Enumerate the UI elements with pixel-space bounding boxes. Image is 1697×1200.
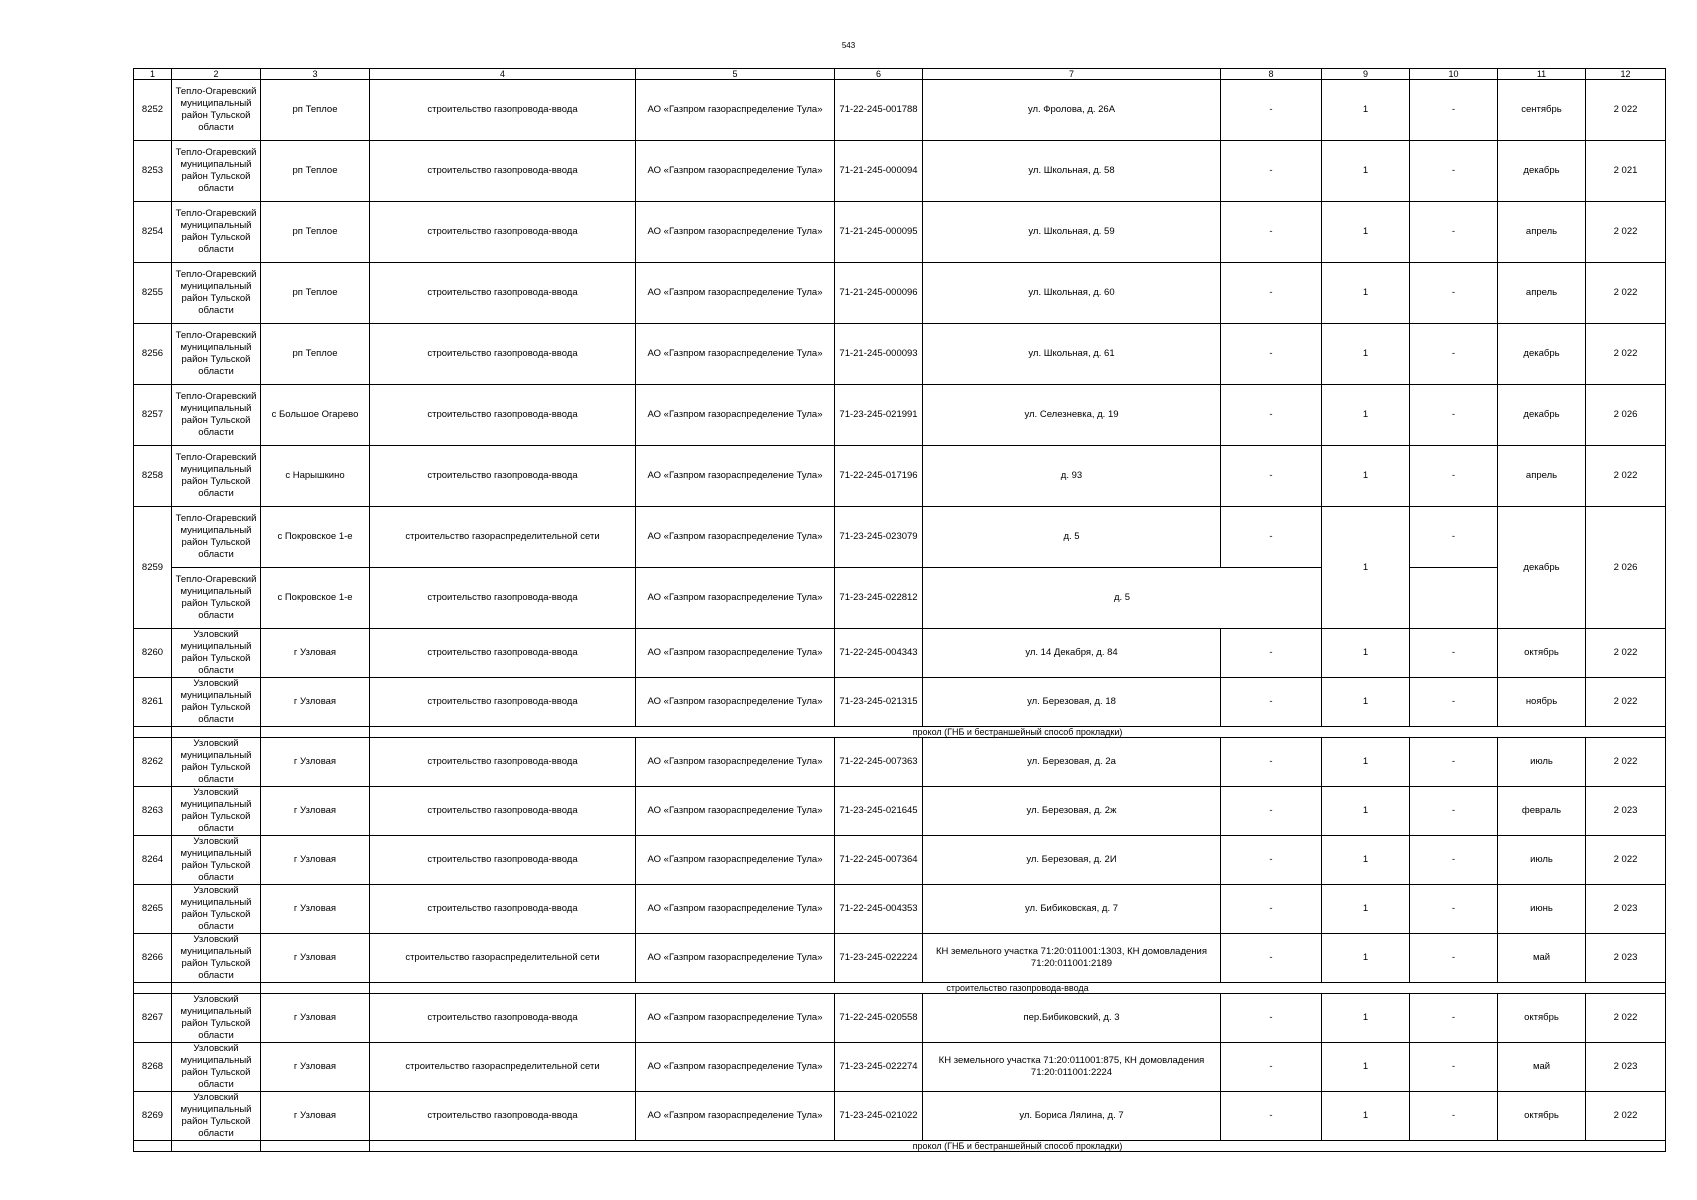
cell-address: ул. Бибиковская, д. 7: [923, 885, 1221, 934]
table-row: [134, 994, 1666, 1043]
cell-settlement: рп Теплое: [261, 324, 370, 385]
cell-c8: -: [1221, 738, 1322, 787]
cell-work: строительство газопровода-ввода: [370, 568, 636, 629]
cell-settlement: г Узловая: [261, 678, 370, 727]
cell-c8: -: [1221, 446, 1322, 507]
cell-code: 71-21-245-000093: [835, 324, 923, 385]
cell-address: ул. Березовая, д. 2И: [923, 836, 1221, 885]
empty-cell: [134, 727, 172, 738]
cell-c8: -: [1221, 263, 1322, 324]
table-row: [134, 678, 1666, 727]
cell-n: 8255: [134, 263, 172, 324]
cell-c9: 1: [1322, 678, 1410, 727]
table-row: [134, 141, 1666, 202]
table-row: [134, 385, 1666, 446]
cell-settlement: рп Теплое: [261, 263, 370, 324]
cell-n: 8252: [134, 80, 172, 141]
cell-code: 71-21-245-000094: [835, 141, 923, 202]
cell-org: АО «Газпром газораспределение Тула»: [636, 787, 835, 836]
cell-c9: 1: [1322, 202, 1410, 263]
table-row: [134, 738, 1666, 787]
empty-cell: [261, 1141, 370, 1152]
table-row: [134, 629, 1666, 678]
cell-n: 8261: [134, 678, 172, 727]
cell-code: 71-21-245-000095: [835, 202, 923, 263]
cell-year: 2 023: [1586, 1043, 1666, 1092]
cell-month: июнь: [1498, 885, 1586, 934]
cell-code: 71-22-245-017196: [835, 446, 923, 507]
cell-org: АО «Газпром газораспределение Тула»: [636, 1043, 835, 1092]
table-row: [134, 934, 1666, 983]
cell-n: 8266: [134, 934, 172, 983]
cell-settlement: рп Теплое: [261, 141, 370, 202]
cell-c8: -: [1221, 202, 1322, 263]
header-row: [134, 69, 1666, 80]
cell-month: октябрь: [1498, 1092, 1586, 1141]
cell-year: 2 022: [1586, 80, 1666, 141]
column-header: 3: [261, 69, 370, 80]
column-header: 4: [370, 69, 636, 80]
cell-code: 71-22-245-020558: [835, 994, 923, 1043]
table-row: [134, 1043, 1666, 1092]
cell-c9: 1: [1322, 934, 1410, 983]
cell-year: 2 026: [1586, 385, 1666, 446]
cell-c10: -: [1410, 324, 1498, 385]
cell-c10: -: [1410, 202, 1498, 263]
cell-year: 2 022: [1586, 994, 1666, 1043]
table-row: [134, 263, 1666, 324]
cell-org: АО «Газпром газораспределение Тула»: [636, 80, 835, 141]
cell-c9: 1: [1322, 885, 1410, 934]
cell-c9: 1: [1322, 1092, 1410, 1141]
column-header: 2: [172, 69, 261, 80]
cell-address: КН земельного участка 71:20:011001:1303, КН домовладения 71:20:011001:2189: [923, 934, 1221, 983]
cell-c8: -: [1221, 678, 1322, 727]
cell-settlement: г Узловая: [261, 1092, 370, 1141]
cell-year: 2 022: [1586, 738, 1666, 787]
cell-work: строительство газопровода-ввода: [370, 885, 636, 934]
cell-district: Узловский муниципальный район Тульской области: [172, 787, 261, 836]
cell-address: ул. Бориса Лялина, д. 7: [923, 1092, 1221, 1141]
cell-n: 8259: [134, 507, 172, 629]
column-header: 11: [1498, 69, 1586, 80]
cell-year: 2 021: [1586, 141, 1666, 202]
table-row: [134, 446, 1666, 507]
cell-c9: 1: [1322, 141, 1410, 202]
cell-settlement: г Узловая: [261, 994, 370, 1043]
cell-settlement: рп Теплое: [261, 202, 370, 263]
cell-org: АО «Газпром газораспределение Тула»: [636, 1092, 835, 1141]
table-row: [134, 568, 1666, 629]
cell-year: 2 022: [1586, 263, 1666, 324]
cell-code: 71-23-245-021315: [835, 678, 923, 727]
cell-c10: -: [1410, 994, 1498, 1043]
cell-address: ул. Фролова, д. 26А: [923, 80, 1221, 141]
cell-c10: -: [1410, 738, 1498, 787]
cell-year: 2 023: [1586, 787, 1666, 836]
cell-org: АО «Газпром газораспределение Тула»: [636, 263, 835, 324]
note-text: строительство газопровода-ввода: [370, 983, 1666, 994]
cell-code: 71-22-245-001788: [835, 80, 923, 141]
column-header: 6: [835, 69, 923, 80]
cell-month: апрель: [1498, 202, 1586, 263]
cell-work: строительство газопровода-ввода: [370, 994, 636, 1043]
cell-settlement: г Узловая: [261, 738, 370, 787]
cell-work: строительство газопровода-ввода: [370, 324, 636, 385]
cell-work: строительство газопровода-ввода: [370, 141, 636, 202]
cell-c8: -: [1221, 787, 1322, 836]
cell-address: КН земельного участка 71:20:011001:875, КН домовладения 71:20:011001:2224: [923, 1043, 1221, 1092]
cell-c9: 1: [1322, 507, 1410, 629]
cell-c8: -: [1221, 994, 1322, 1043]
cell-c8: -: [1221, 1043, 1322, 1092]
cell-district: Узловский муниципальный район Тульской области: [172, 1092, 261, 1141]
cell-month: декабрь: [1498, 141, 1586, 202]
cell-org: АО «Газпром газораспределение Тула»: [636, 836, 835, 885]
cell-district: Тепло-Огаревский муниципальный район Тульской области: [172, 507, 261, 568]
cell-org: АО «Газпром газораспределение Тула»: [636, 141, 835, 202]
cell-district: Тепло-Огаревский муниципальный район Тульской области: [172, 324, 261, 385]
table-row: [134, 324, 1666, 385]
cell-year: 2 022: [1586, 446, 1666, 507]
cell-work: строительство газопровода-ввода: [370, 678, 636, 727]
empty-cell: [261, 983, 370, 994]
cell-work: строительство газопровода-ввода: [370, 202, 636, 263]
cell-address: ул. Школьная, д. 61: [923, 324, 1221, 385]
note-row: [134, 727, 1666, 738]
cell-c9: 1: [1322, 324, 1410, 385]
cell-n: 8269: [134, 1092, 172, 1141]
cell-address: д. 5: [923, 507, 1221, 568]
cell-c10: -: [1410, 885, 1498, 934]
cell-district: Узловский муниципальный район Тульской области: [172, 994, 261, 1043]
cell-c8: -: [1221, 385, 1322, 446]
cell-settlement: г Узловая: [261, 1043, 370, 1092]
cell-org: АО «Газпром газораспределение Тула»: [636, 629, 835, 678]
cell-settlement: рп Теплое: [261, 80, 370, 141]
cell-c10: -: [1410, 1092, 1498, 1141]
table-row: [134, 202, 1666, 263]
cell-n: 8267: [134, 994, 172, 1043]
cell-n: 8260: [134, 629, 172, 678]
cell-address: ул. Школьная, д. 59: [923, 202, 1221, 263]
cell-work: строительство газораспределительной сети: [370, 507, 636, 568]
cell-district: Узловский муниципальный район Тульской области: [172, 678, 261, 727]
cell-code: 71-23-245-022812: [835, 568, 923, 629]
column-header: 9: [1322, 69, 1410, 80]
empty-cell: [261, 727, 370, 738]
cell-district: Тепло-Огаревский муниципальный район Тульской области: [172, 263, 261, 324]
cell-c8: -: [1221, 141, 1322, 202]
table-row: [134, 507, 1666, 568]
cell-org: АО «Газпром газораспределение Тула»: [636, 994, 835, 1043]
cell-settlement: с Нарышкино: [261, 446, 370, 507]
cell-address: ул. Березовая, д. 18: [923, 678, 1221, 727]
cell-c10: -: [1410, 446, 1498, 507]
cell-work: строительство газораспределительной сети: [370, 934, 636, 983]
cell-district: Узловский муниципальный район Тульской области: [172, 934, 261, 983]
cell-c9: 1: [1322, 994, 1410, 1043]
cell-settlement: с Покровское 1-е: [261, 507, 370, 568]
cell-n: 8257: [134, 385, 172, 446]
cell-year: 2 023: [1586, 934, 1666, 983]
table-row: [134, 80, 1666, 141]
cell-code: 71-21-245-000096: [835, 263, 923, 324]
cell-c10: -: [1410, 507, 1498, 568]
cell-address: ул. Школьная, д. 58: [923, 141, 1221, 202]
cell-c10: -: [1410, 629, 1498, 678]
cell-code: 71-22-245-004353: [835, 885, 923, 934]
cell-code: 71-23-245-021645: [835, 787, 923, 836]
cell-c8: -: [1221, 324, 1322, 385]
gasification-register-table: [133, 68, 1666, 1152]
cell-org: АО «Газпром газораспределение Тула»: [636, 678, 835, 727]
cell-org: АО «Газпром газораспределение Тула»: [636, 446, 835, 507]
cell-work: строительство газопровода-ввода: [370, 1092, 636, 1141]
cell-c10: -: [1410, 934, 1498, 983]
cell-district: Тепло-Огаревский муниципальный район Тульской области: [172, 385, 261, 446]
cell-code: 71-23-245-023079: [835, 507, 923, 568]
cell-c9: 1: [1322, 836, 1410, 885]
page-number: 543: [841, 41, 856, 50]
cell-district: Узловский муниципальный район Тульской области: [172, 836, 261, 885]
cell-work: строительство газопровода-ввода: [370, 738, 636, 787]
column-header: 10: [1410, 69, 1498, 80]
cell-code: 71-22-245-004343: [835, 629, 923, 678]
cell-address: пер.Бибиковский, д. 3: [923, 994, 1221, 1043]
cell-month: май: [1498, 1043, 1586, 1092]
cell-year: 2 022: [1586, 629, 1666, 678]
cell-code: 71-22-245-007364: [835, 836, 923, 885]
cell-c8: -: [1221, 836, 1322, 885]
cell-work: строительство газопровода-ввода: [370, 836, 636, 885]
column-header: 8: [1221, 69, 1322, 80]
cell-district: Тепло-Огаревский муниципальный район Тульской области: [172, 80, 261, 141]
cell-org: АО «Газпром газораспределение Тула»: [636, 934, 835, 983]
cell-settlement: с Большое Огарево: [261, 385, 370, 446]
cell-district: Тепло-Огаревский муниципальный район Тульской области: [172, 568, 261, 629]
cell-work: строительство газопровода-ввода: [370, 263, 636, 324]
cell-month: июль: [1498, 738, 1586, 787]
cell-code: 71-23-245-021991: [835, 385, 923, 446]
cell-address: ул. Селезневка, д. 19: [923, 385, 1221, 446]
cell-month: декабрь: [1498, 507, 1586, 629]
cell-org: АО «Газпром газораспределение Тула»: [636, 885, 835, 934]
cell-c10: -: [1410, 1043, 1498, 1092]
cell-district: Узловский муниципальный район Тульской области: [172, 1043, 261, 1092]
cell-year: 2 022: [1586, 202, 1666, 263]
cell-settlement: г Узловая: [261, 787, 370, 836]
empty-cell: [172, 983, 261, 994]
cell-district: Тепло-Огаревский муниципальный район Тульской области: [172, 446, 261, 507]
cell-code: 71-22-245-007363: [835, 738, 923, 787]
cell-settlement: г Узловая: [261, 885, 370, 934]
cell-district: Тепло-Огаревский муниципальный район Тульской области: [172, 141, 261, 202]
cell-n: 8265: [134, 885, 172, 934]
cell-year: 2 026: [1586, 507, 1666, 629]
empty-cell: [134, 1141, 172, 1152]
cell-c10: -: [1410, 263, 1498, 324]
cell-year: 2 022: [1586, 1092, 1666, 1141]
cell-n: 8263: [134, 787, 172, 836]
cell-month: май: [1498, 934, 1586, 983]
cell-n: 8256: [134, 324, 172, 385]
cell-year: 2 022: [1586, 836, 1666, 885]
cell-c10: -: [1410, 678, 1498, 727]
cell-month: декабрь: [1498, 385, 1586, 446]
cell-c9: 1: [1322, 787, 1410, 836]
cell-c8: -: [1221, 934, 1322, 983]
table-row: [134, 836, 1666, 885]
cell-month: февраль: [1498, 787, 1586, 836]
cell-n: 8268: [134, 1043, 172, 1092]
cell-month: октябрь: [1498, 629, 1586, 678]
empty-cell: [172, 1141, 261, 1152]
cell-c8: -: [1221, 80, 1322, 141]
cell-c9: 1: [1322, 629, 1410, 678]
cell-c9: 1: [1322, 80, 1410, 141]
cell-address: ул. 14 Декабря, д. 84: [923, 629, 1221, 678]
cell-address: д. 5: [923, 568, 1322, 629]
cell-c10: -: [1410, 80, 1498, 141]
cell-address: д. 93: [923, 446, 1221, 507]
cell-n: 8262: [134, 738, 172, 787]
cell-settlement: с Покровское 1-е: [261, 568, 370, 629]
cell-c9: 1: [1322, 738, 1410, 787]
empty-cell: [1410, 568, 1498, 629]
cell-org: АО «Газпром газораспределение Тула»: [636, 507, 835, 568]
cell-year: 2 022: [1586, 678, 1666, 727]
note-row: [134, 983, 1666, 994]
cell-work: строительство газопровода-ввода: [370, 385, 636, 446]
cell-c8: -: [1221, 885, 1322, 934]
cell-month: ноябрь: [1498, 678, 1586, 727]
cell-settlement: г Узловая: [261, 836, 370, 885]
cell-c10: -: [1410, 787, 1498, 836]
cell-work: строительство газопровода-ввода: [370, 446, 636, 507]
cell-work: строительство газопровода-ввода: [370, 787, 636, 836]
cell-c10: -: [1410, 141, 1498, 202]
column-header: 12: [1586, 69, 1666, 80]
empty-cell: [172, 727, 261, 738]
cell-c9: 1: [1322, 446, 1410, 507]
column-header: 1: [134, 69, 172, 80]
cell-work: строительство газораспределительной сети: [370, 1043, 636, 1092]
cell-c9: 1: [1322, 385, 1410, 446]
table-row: [134, 1092, 1666, 1141]
cell-settlement: г Узловая: [261, 629, 370, 678]
table-row: [134, 787, 1666, 836]
cell-work: строительство газопровода-ввода: [370, 629, 636, 678]
cell-settlement: г Узловая: [261, 934, 370, 983]
cell-district: Узловский муниципальный район Тульской области: [172, 738, 261, 787]
cell-c8: -: [1221, 1092, 1322, 1141]
cell-district: Тепло-Огаревский муниципальный район Тульской области: [172, 202, 261, 263]
cell-address: ул. Березовая, д. 2ж: [923, 787, 1221, 836]
cell-address: ул. Школьная, д. 60: [923, 263, 1221, 324]
cell-org: АО «Газпром газораспределение Тула»: [636, 202, 835, 263]
cell-month: декабрь: [1498, 324, 1586, 385]
note-text: прокол (ГНБ и бестраншейный способ прокладки): [370, 727, 1666, 738]
cell-c8: -: [1221, 629, 1322, 678]
cell-n: 8258: [134, 446, 172, 507]
cell-year: 2 022: [1586, 324, 1666, 385]
note-row: [134, 1141, 1666, 1152]
cell-c9: 1: [1322, 263, 1410, 324]
note-text: прокол (ГНБ и бестраншейный способ прокладки): [370, 1141, 1666, 1152]
table-row: [134, 885, 1666, 934]
cell-org: АО «Газпром газораспределение Тула»: [636, 385, 835, 446]
cell-month: сентябрь: [1498, 80, 1586, 141]
cell-c10: -: [1410, 385, 1498, 446]
cell-month: октябрь: [1498, 994, 1586, 1043]
cell-district: Узловский муниципальный район Тульской области: [172, 629, 261, 678]
table-body: [134, 69, 1666, 1152]
cell-month: апрель: [1498, 446, 1586, 507]
cell-work: строительство газопровода-ввода: [370, 80, 636, 141]
cell-address: ул. Березовая, д. 2а: [923, 738, 1221, 787]
column-header: 7: [923, 69, 1221, 80]
cell-c8: -: [1221, 507, 1322, 568]
cell-district: Узловский муниципальный район Тульской области: [172, 885, 261, 934]
cell-org: АО «Газпром газораспределение Тула»: [636, 568, 835, 629]
cell-org: АО «Газпром газораспределение Тула»: [636, 324, 835, 385]
cell-c10: -: [1410, 836, 1498, 885]
cell-org: АО «Газпром газораспределение Тула»: [636, 738, 835, 787]
cell-month: июль: [1498, 836, 1586, 885]
cell-month: апрель: [1498, 263, 1586, 324]
empty-cell: [134, 983, 172, 994]
cell-n: 8254: [134, 202, 172, 263]
cell-code: 71-23-245-021022: [835, 1092, 923, 1141]
cell-c9: 1: [1322, 1043, 1410, 1092]
column-header: 5: [636, 69, 835, 80]
cell-n: 8264: [134, 836, 172, 885]
cell-code: 71-23-245-022274: [835, 1043, 923, 1092]
cell-code: 71-23-245-022224: [835, 934, 923, 983]
cell-year: 2 023: [1586, 885, 1666, 934]
cell-n: 8253: [134, 141, 172, 202]
